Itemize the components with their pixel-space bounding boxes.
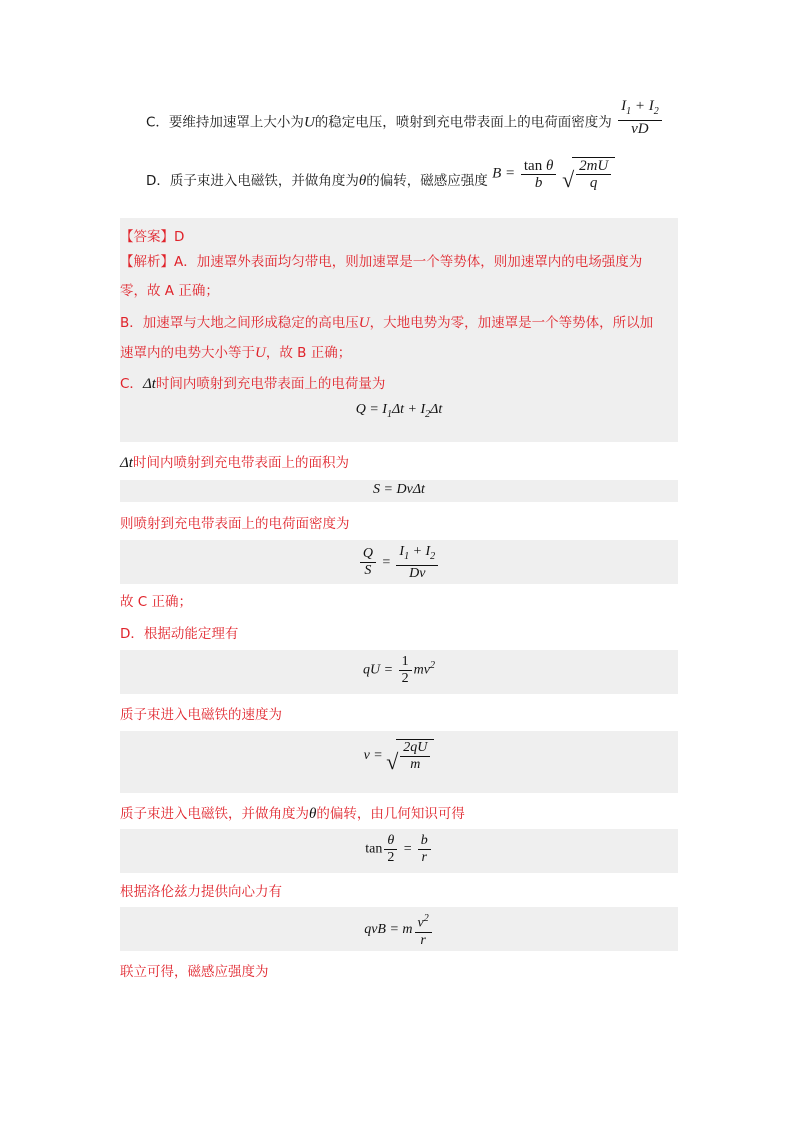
analysis-c-line1-post: 时间内喷射到充电带表面上的电荷量为 (155, 376, 386, 392)
analysis-c-line1 (120, 374, 385, 394)
equation-energy-box (120, 650, 678, 694)
equation-lorentz-box (120, 907, 678, 951)
analysis-c-area-text: 时间内喷射到充电带表面上的面积为 (132, 455, 349, 471)
analysis-b-line1-post: ，大地电势为零，加速罩是一个等势体，所以加 (369, 315, 654, 331)
option-c-formula: $\frac{I_1 + I_2}{vD}$ (618, 98, 662, 137)
equation-energy: qU = $\frac{1}{2}$ $mv^2$ (363, 654, 435, 686)
analysis-b-line2-var: U (255, 345, 266, 361)
equation-speed-box (120, 731, 678, 793)
equation-geometry-box (120, 829, 678, 873)
equation-area-box (120, 480, 678, 502)
analysis-c-conclusion: 故 C 正确； (120, 594, 193, 610)
analysis-b-line2 (120, 343, 351, 363)
analysis-d-geometry (120, 804, 465, 824)
equation-area: S = DvΔt (373, 482, 425, 497)
equation-charge: $Q = I_1\Delta t + I_2\Delta t$ (355, 402, 443, 420)
analysis-c-line1-var: Δt (142, 376, 156, 392)
option-d (146, 157, 615, 192)
equation-speed: v = √ $\frac{2qU}{m}$ (120, 739, 678, 773)
analysis-c-area (120, 453, 349, 473)
equation-density-box (120, 540, 678, 584)
option-d-text: D．质子束进入电磁铁，并做角度为 (146, 173, 359, 189)
analysis-c-line1-pre: C． (120, 376, 143, 392)
analysis-b-line2-pre: 速罩内的电势大小等于 (120, 345, 255, 361)
equation-geometry: tan $\frac{\theta}{2}$ = $\frac{b}{r}$ (120, 833, 678, 866)
analysis-b-line2-post: ，故 B 正确； (265, 345, 352, 361)
analysis-b-line1-var: U (358, 315, 370, 331)
analysis-c-area-var: Δt (120, 455, 133, 471)
option-d-text2: 的偏转，磁感应强度 (366, 173, 488, 189)
equation-lorentz: qvB = m $\frac{v^2}{r}$ (120, 911, 678, 949)
option-c (146, 98, 664, 137)
analysis-d-speed: 质子束进入电磁铁的速度为 (120, 707, 282, 723)
analysis-d-line1: D．根据动能定理有 (120, 626, 239, 642)
analysis-a-line2: 零，故 A 正确； (120, 283, 219, 299)
analysis-d-lorentz: 根据洛伦兹力提供向心力有 (120, 884, 282, 900)
analysis-c-density: 则喷射到充电带表面上的电荷面密度为 (120, 516, 350, 532)
equation-density: $\frac{Q}{S}$ = $\frac{I_1 + I_2}{Dv}$ (120, 544, 678, 582)
option-d-formula: B = $\frac{\text{tan θ}}{b}$ √ $\frac{2mU}{q}$ (492, 157, 615, 191)
analysis-a-line1: 【解析】A．加速罩外表面均匀带电，则加速罩是一个等势体，则加速罩内的电场强度为 (120, 254, 643, 270)
option-c-var: U (303, 114, 315, 131)
analysis-d-combine: 联立可得，磁感应强度为 (120, 964, 269, 980)
answer-label: 【答案】D (120, 229, 185, 245)
analysis-b-line1-pre: B．加速罩与大地之间形成稳定的高电压 (120, 315, 359, 331)
option-c-text: C．要维持加速罩上大小为 (146, 114, 304, 131)
analysis-b-line1 (120, 313, 653, 333)
analysis-d-geom-var: θ (309, 806, 317, 822)
analysis-d-geom-post: 的偏转，由几何知识可得 (316, 806, 465, 822)
analysis-d-geom-pre: 质子束进入电磁铁，并做角度为 (120, 806, 309, 822)
option-d-var: θ (358, 173, 367, 189)
option-c-text2: 的稳定电压，喷射到充电带表面上的电荷面密度为 (314, 114, 612, 131)
